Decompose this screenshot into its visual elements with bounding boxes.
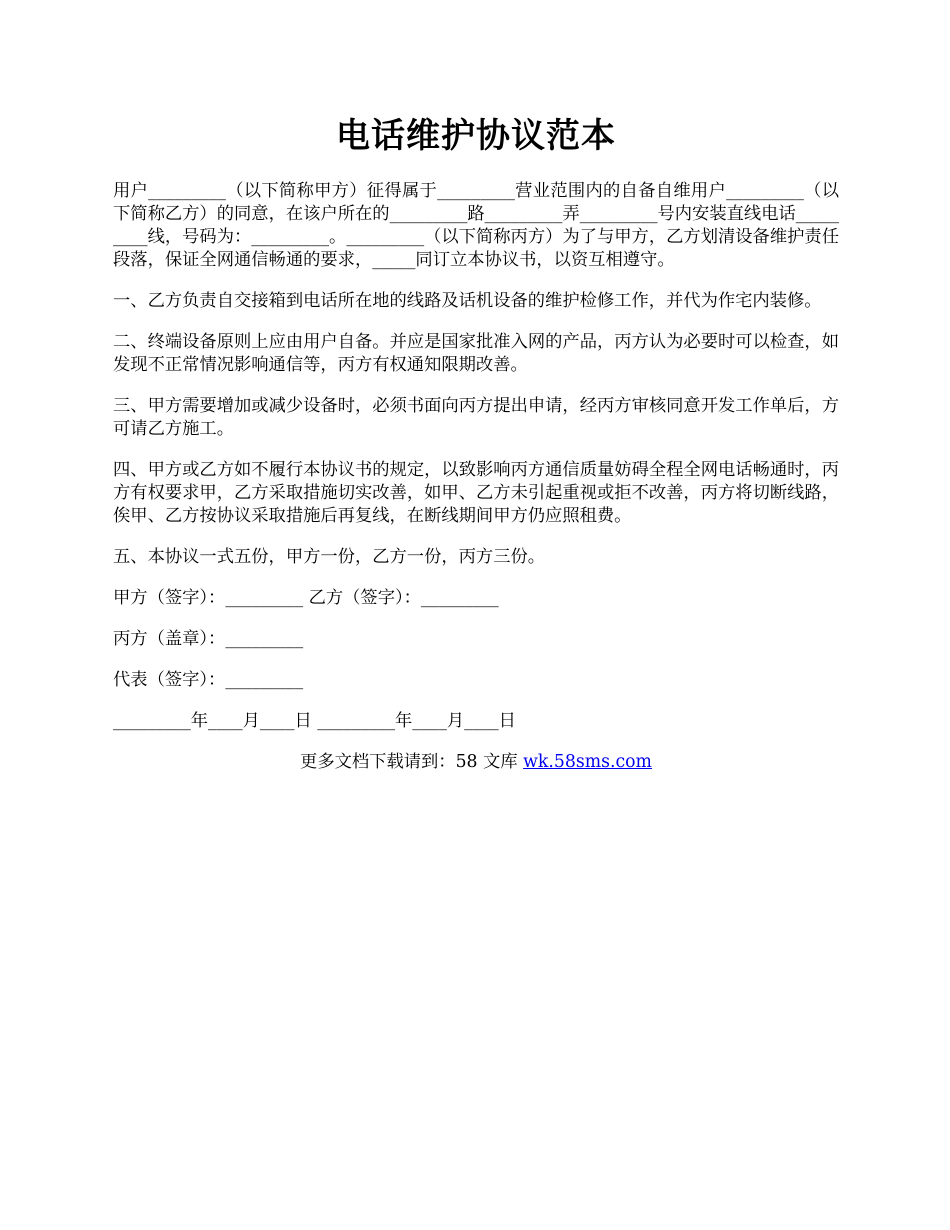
- document-title: 电话维护协议范本: [336, 116, 616, 156]
- footer-prefix: 更多文档下载请到：58 文库: [300, 752, 524, 772]
- footer-link[interactable]: wk.58sms.com: [523, 752, 652, 772]
- signature-party-a-b: 甲方（签字）：_________ 乙方（签字）：_________: [113, 588, 499, 608]
- clause-2: 二、终端设备原则上应由用户自备。并应是国家批准入网的产品，丙方认为必要时可以检查，如发现不正常情况影响通信等，丙方有权通知限期改善。: [113, 332, 839, 375]
- clause-4: 四、甲方或乙方如不履行本协议书的规定，以致影响丙方通信质量妨碍全程全网电话畅通时，丙方有权要求甲，乙方采取措施切实改善，如甲、乙方未引起重视或拒不改善，丙方将切断线路，俟甲、乙方按协议采取措施后再复线，在断线期间甲方仍应照租费。: [113, 460, 839, 526]
- clause-3: 三、甲方需要增加或减少设备时，必须书面向丙方提出申请，经丙方审核同意开发工作单后，方可请乙方施工。: [113, 396, 839, 439]
- footer-note: [113, 751, 839, 774]
- signature-dates: _________年____月____日 _________年____月____日: [113, 711, 516, 731]
- document-page: [113, 110, 839, 774]
- signature-representative: 代表（签字）：_________: [113, 670, 304, 690]
- clause-5: 五、本协议一式五份，甲方一份，乙方一份，丙方三份。: [113, 547, 546, 567]
- signature-party-c: 丙方（盖章）：_________: [113, 629, 304, 649]
- intro-paragraph: 用户_________（以下简称甲方）征得属于_________营业范围内的自备自维用户_________（以下简称乙方）的同意，在该户所在的_________路_________弄_________号内安装直线电话_________线，号码为：_________。_________（以下简称丙方）为了与甲方，乙方划清设备维护责任段落，保证全网通信畅通的要求，_____同订立本协议书，以资互相遵守。: [113, 181, 839, 270]
- clause-1: 一、乙方负责自交接箱到电话所在地的线路及话机设备的维护检修工作，并代为作宅内装修。: [113, 291, 822, 311]
